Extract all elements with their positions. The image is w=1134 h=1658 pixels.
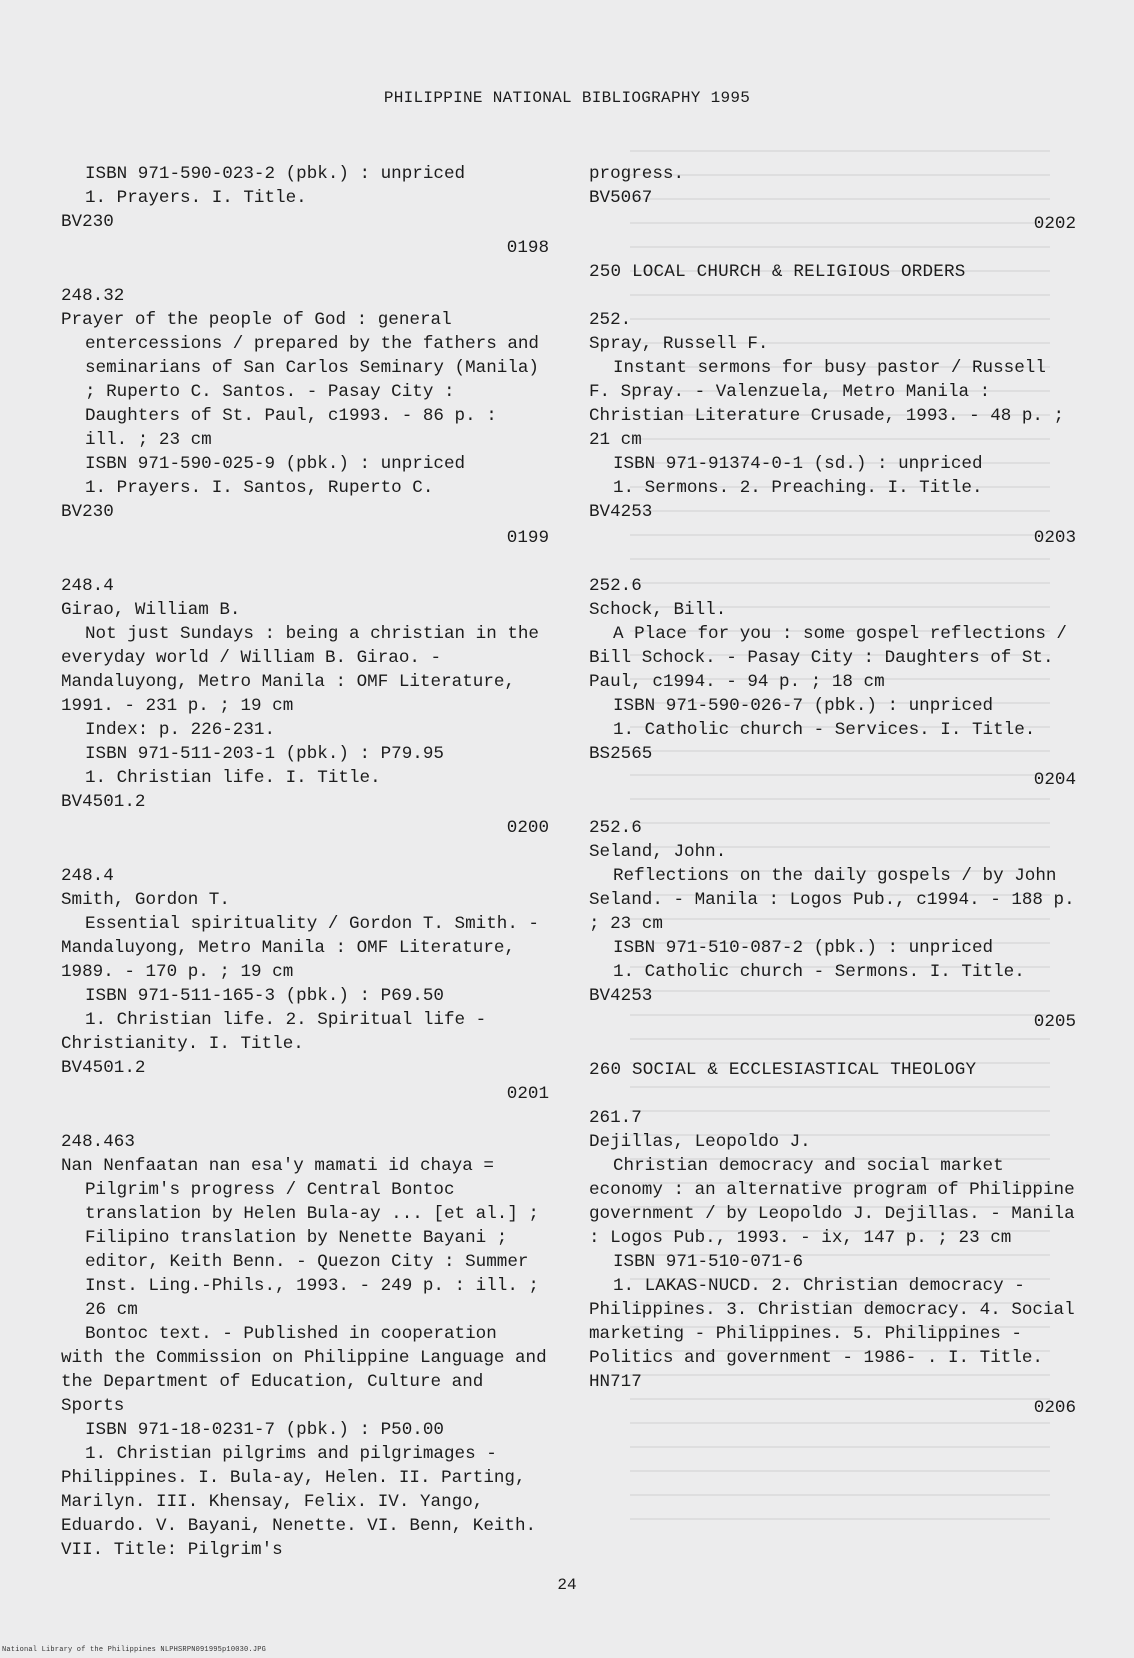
isbn-line: ISBN 971-590-025-9 (pbk.) : unpriced: [85, 454, 466, 474]
bib-entry-0200: [61, 574, 549, 840]
isbn-line: ISBN 971-510-071-6: [613, 1252, 804, 1272]
bib-entry-0205: [589, 816, 1076, 1034]
entry-number: 0201: [506, 1084, 549, 1104]
class-number: 252.6: [589, 576, 642, 596]
isbn-line: ISBN 971-511-203-1 (pbk.) : P79.95: [85, 744, 444, 764]
author-heading: Smith, Gordon T.: [61, 890, 230, 910]
isbn-line: ISBN 971-91374-0-1 (sd.) : unpriced: [613, 454, 983, 474]
author-heading: Schock, Bill.: [589, 600, 727, 620]
subjects-line: 1. Christian life. 2. Spiritual life - Christianity. I. Title.: [61, 1010, 487, 1054]
bib-entry-0204: [589, 574, 1076, 792]
entry-number: 0204: [1033, 770, 1076, 790]
call-number: BV230: [61, 502, 114, 522]
title-statement: Not just Sundays : being a christian in the everyday world / William B. Girao. - Mandaluyong, Metro Manila : OMF Literature, 1991. - 231 p. ; 19 cm: [61, 624, 539, 716]
call-number: BS2565: [589, 744, 653, 764]
isbn-line: ISBN 971-511-165-3 (pbk.) : P69.50: [85, 986, 444, 1006]
entry-number: 0203: [1033, 528, 1076, 548]
isbn-line: ISBN 971-510-087-2 (pbk.) : unpriced: [613, 938, 994, 958]
class-number: 252.: [589, 310, 632, 330]
call-number: BV4253: [589, 986, 653, 1006]
section-heading-250: 250 LOCAL CHURCH & RELIGIOUS ORDERS: [589, 262, 966, 282]
continued-text: progress.: [589, 164, 685, 184]
entry-number: 0202: [1033, 214, 1076, 234]
bib-entry-0201: [61, 864, 549, 1106]
class-number: 248.463: [61, 1132, 135, 1152]
section-heading-260: 260 SOCIAL & ECCLESIASTICAL THEOLOGY: [589, 1060, 977, 1080]
bib-entry-0199: [61, 284, 549, 550]
title-statement: A Place for you : some gospel reflections / Bill Schock. - Pasay City : Daughters of St. Paul, c1994. - 94 p. ; 18 cm: [589, 624, 1067, 692]
entry-number: 0198: [506, 238, 549, 258]
page-title: PHILIPPINE NATIONAL BIBLIOGRAPHY 1995: [383, 89, 751, 107]
author-heading: Spray, Russell F.: [589, 334, 769, 354]
subjects-line: 1. Christian pilgrims and pilgrimages - Philippines. I. Bula-ay, Helen. II. Parting, Marilyn. III. Khensay, Felix. IV. Yango, Eduardo. V. Bayani, Nenette. VI. Benn, Keith. VII. Title: Pilgrim's: [61, 1444, 537, 1560]
entry-number: 0199: [506, 528, 549, 548]
bib-entry-0206: [589, 1106, 1076, 1420]
class-number: 248.4: [61, 866, 114, 886]
page-number: 24: [557, 1576, 577, 1594]
call-number: BV4253: [589, 502, 653, 522]
call-number: BV230: [61, 212, 114, 232]
title-statement: Reflections on the daily gospels / by John Seland. - Manila : Logos Pub., c1994. - 188 p. ; 23 cm: [589, 866, 1075, 934]
bib-entry-0203: [589, 308, 1076, 550]
class-number: 252.6: [589, 818, 642, 838]
subjects-line: 1. Sermons. 2. Preaching. I. Title.: [613, 478, 983, 498]
bib-entry-0202: [61, 1130, 549, 1562]
class-number: 248.4: [61, 576, 114, 596]
subjects-line: 1. Catholic church - Services. I. Title.: [613, 720, 1036, 740]
subjects-line: 1. Prayers. I. Title.: [85, 188, 307, 208]
left-column: [61, 162, 549, 1586]
bib-entry-0198: [61, 162, 549, 260]
call-number: BV5067: [589, 188, 653, 208]
author-heading: Dejillas, Leopoldo J.: [589, 1132, 811, 1152]
scan-footer: National Library of the Philippines NLPHSRPN091995p10030.JPG: [2, 1646, 267, 1654]
title-statement: Instant sermons for busy pastor / Russell F. Spray. - Valenzuela, Metro Manila : Christian Literature Crusade, 1993. - 48 p. ; 21 cm: [589, 358, 1065, 450]
call-number: HN717: [589, 1372, 642, 1392]
entry-number: 0206: [1033, 1398, 1076, 1418]
author-heading: Seland, John.: [589, 842, 727, 862]
title-statement: Christian democracy and social market economy : an alternative program of Philippine government / by Leopoldo J. Dejillas. - Manila : Logos Pub., 1993. - ix, 147 p. ; 23 cm: [589, 1156, 1075, 1248]
author-heading: Girao, William B.: [61, 600, 241, 620]
note-line: Bontoc text. - Published in cooperation with the Commission on Philippine Language and the Department of Education, Culture and Sports: [61, 1324, 547, 1416]
entry-number: 0205: [1033, 1012, 1076, 1032]
title-statement: Nan Nenfaatan nan esa'y mamati id chaya = Pilgrim's progress / Central Bontoc translation by Helen Bula-ay ... [et al.] ; Filipino translation by Nenette Bayani ; editor, Keith Benn. - Quezon City : Summer Inst. Ling.-Phils., 1993. - 249 p. : ill. ; 26 cm: [61, 1156, 539, 1320]
entry-number: 0200: [506, 818, 549, 838]
subjects-line: 1. Prayers. I. Santos, Ruperto C.: [85, 478, 434, 498]
subjects-line: 1. Christian life. I. Title.: [85, 768, 381, 788]
call-number: BV4501.2: [61, 792, 146, 812]
note-line: Index: p. 226-231.: [85, 720, 276, 740]
subjects-line: 1. Catholic church - Sermons. I. Title.: [613, 962, 1025, 982]
isbn-line: ISBN 971-590-023-2 (pbk.) : unpriced: [85, 164, 466, 184]
class-number: 248.32: [61, 286, 125, 306]
isbn-line: ISBN 971-18-0231-7 (pbk.) : P50.00: [85, 1420, 444, 1440]
right-column: [589, 162, 1076, 1444]
subjects-line: 1. LAKAS-NUCD. 2. Christian democracy - Philippines. 3. Christian democracy. 4. Social marketing - Philippines. 5. Philippines - Politics and government - 1986- . I. Title.: [589, 1276, 1075, 1368]
call-number: BV4501.2: [61, 1058, 146, 1078]
isbn-line: ISBN 971-590-026-7 (pbk.) : unpriced: [613, 696, 994, 716]
bib-entry-0202-continued: [589, 162, 1076, 236]
title-statement: Essential spirituality / Gordon T. Smith. - Mandaluyong, Metro Manila : OMF Literature, 1989. - 170 p. ; 19 cm: [61, 914, 539, 982]
title-statement: Prayer of the people of God : general entercessions / prepared by the fathers and seminarians of San Carlos Seminary (Manila) ; Ruperto C. Santos. - Pasay City : Daughters of St. Paul, c1993. - 86 p. : ill. ; 23 cm: [61, 310, 539, 450]
class-number: 261.7: [589, 1108, 642, 1128]
